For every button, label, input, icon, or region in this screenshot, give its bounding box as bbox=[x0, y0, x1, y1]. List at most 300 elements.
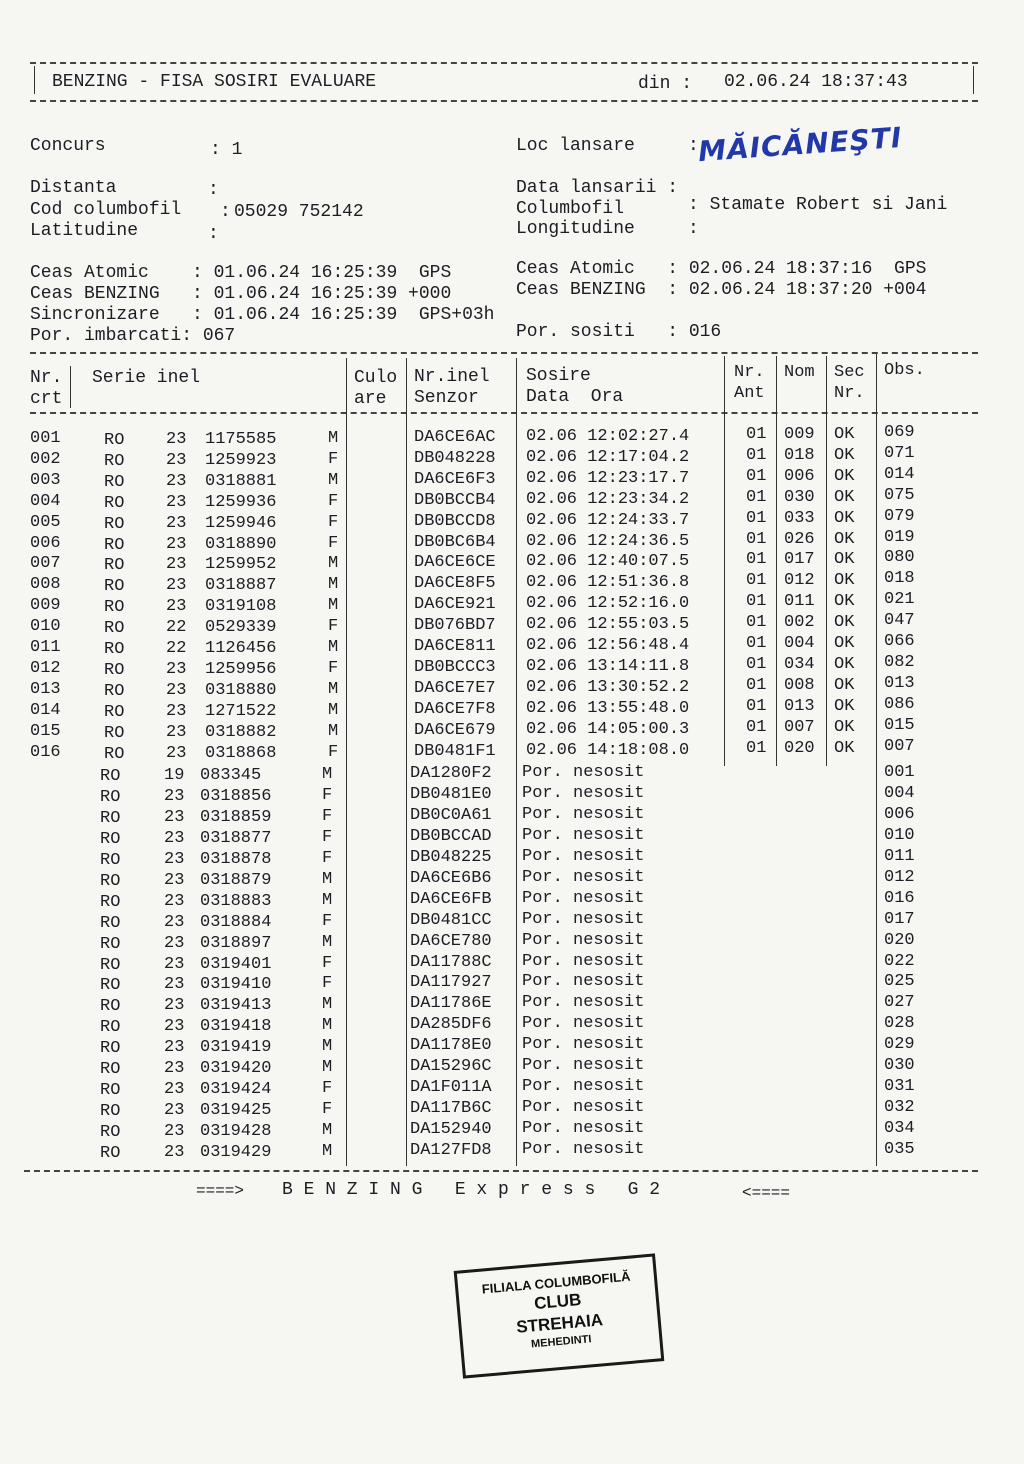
row-sec: OK bbox=[834, 739, 855, 758]
row-year: 23 bbox=[166, 493, 187, 512]
row-nom: 006 bbox=[784, 467, 815, 486]
row-crt: 012 bbox=[30, 659, 61, 678]
footer-arrow-right: <==== bbox=[742, 1184, 791, 1202]
row-crt: 004 bbox=[30, 492, 61, 511]
row-ring: 0318859 bbox=[200, 808, 272, 827]
row-sex: F bbox=[328, 659, 339, 678]
row-year: 23 bbox=[164, 1143, 185, 1162]
loc-lansare-sep: : bbox=[688, 136, 699, 156]
row-year: 22 bbox=[166, 618, 187, 637]
row-obs: 035 bbox=[884, 1140, 915, 1159]
col-data-ora: Data Ora bbox=[526, 387, 624, 407]
row-year: 23 bbox=[166, 597, 187, 616]
row-year: 23 bbox=[164, 871, 185, 890]
row-crt: 015 bbox=[30, 722, 61, 741]
row-country: RO bbox=[104, 682, 125, 701]
row-sec: OK bbox=[834, 592, 855, 611]
row-ring: 0319420 bbox=[200, 1059, 272, 1078]
row-ring: 0318878 bbox=[200, 850, 272, 869]
row-year: 23 bbox=[164, 1122, 185, 1141]
row-sosire: 02.06 13:30:52.2 bbox=[526, 678, 690, 697]
row-sex: M bbox=[322, 1058, 333, 1077]
row-senzor: DB0BCCD8 bbox=[414, 512, 496, 531]
row-status: Por. nesosit bbox=[522, 868, 645, 887]
row-ant: 01 bbox=[746, 718, 767, 737]
row-senzor: DA6CE6F3 bbox=[414, 470, 496, 489]
row-year: 22 bbox=[166, 639, 187, 658]
row-ring: 0529339 bbox=[205, 618, 277, 637]
longitudine-value: : bbox=[688, 219, 699, 239]
row-senzor: DB0481CC bbox=[410, 911, 492, 930]
row-sosire: 02.06 13:55:48.0 bbox=[526, 699, 690, 718]
row-nom: 004 bbox=[784, 634, 815, 653]
row-senzor: DB076BD7 bbox=[414, 616, 496, 635]
row-ring: 0319418 bbox=[200, 1017, 272, 1036]
row-year: 23 bbox=[164, 955, 185, 974]
por-imbarcati: Por. imbarcati: 067 bbox=[30, 326, 236, 346]
sep-nom bbox=[826, 356, 827, 766]
row-sex: M bbox=[328, 429, 339, 448]
row-ant: 01 bbox=[746, 550, 767, 569]
row-nom: 008 bbox=[784, 676, 815, 695]
row-status: Por. nesosit bbox=[522, 1119, 645, 1138]
row-sex: M bbox=[322, 1037, 333, 1056]
cod-columbofil-sep: : bbox=[220, 202, 231, 222]
row-sex: M bbox=[322, 1016, 333, 1035]
row-senzor: DA6CE679 bbox=[414, 721, 496, 740]
row-senzor: DA6CE6FB bbox=[410, 890, 492, 909]
row-senzor: DB0481F1 bbox=[414, 742, 496, 761]
cod-columbofil-label: Cod columbofil bbox=[30, 200, 182, 220]
row-country: RO bbox=[104, 473, 125, 492]
row-country: RO bbox=[100, 1144, 121, 1163]
row-senzor: DA6CE6B6 bbox=[410, 869, 492, 888]
row-sex: M bbox=[322, 995, 333, 1014]
row-sex: F bbox=[322, 786, 333, 805]
row-senzor: DA1F011A bbox=[410, 1078, 492, 1097]
row-obs: 020 bbox=[884, 931, 915, 950]
header-bottom-rule bbox=[30, 100, 978, 102]
row-obs: 004 bbox=[884, 784, 915, 803]
row-obs: 016 bbox=[884, 889, 915, 908]
row-obs: 079 bbox=[884, 507, 915, 526]
header-top-rule bbox=[30, 62, 978, 64]
row-status: Por. nesosit bbox=[522, 1077, 645, 1096]
row-sex: F bbox=[322, 954, 333, 973]
loc-lansare-label: Loc lansare bbox=[516, 136, 635, 156]
sincronizare-left: Sincronizare : 01.06.24 16:25:39 GPS+03h bbox=[30, 305, 495, 325]
row-sex: F bbox=[322, 974, 333, 993]
row-sex: F bbox=[322, 1079, 333, 1098]
col-nr: Nr. bbox=[30, 368, 63, 388]
row-country: RO bbox=[104, 619, 125, 638]
col-serie-inel: Serie inel bbox=[92, 368, 201, 388]
sep-culo-left bbox=[346, 358, 347, 1166]
row-country: RO bbox=[100, 851, 121, 870]
row-year: 23 bbox=[166, 723, 187, 742]
row-year: 23 bbox=[164, 934, 185, 953]
row-obs: 047 bbox=[884, 611, 915, 630]
row-year: 23 bbox=[164, 787, 185, 806]
row-year: 23 bbox=[166, 514, 187, 533]
row-senzor: DA6CE7E7 bbox=[414, 679, 496, 698]
row-nom: 018 bbox=[784, 446, 815, 465]
col-sec-1: Sec bbox=[834, 363, 865, 382]
stamp-line-1: FILIALA COLUMBOFILĂ bbox=[481, 1268, 631, 1297]
row-obs: 012 bbox=[884, 868, 915, 887]
row-ant: 01 bbox=[746, 530, 767, 549]
row-sosire: 02.06 12:02:27.4 bbox=[526, 427, 690, 446]
row-ant: 01 bbox=[746, 425, 767, 444]
row-sex: F bbox=[328, 492, 339, 511]
row-sec: OK bbox=[834, 488, 855, 507]
row-sosire: 02.06 12:24:33.7 bbox=[526, 511, 690, 530]
row-sec: OK bbox=[834, 718, 855, 737]
row-year: 23 bbox=[166, 660, 187, 679]
row-sec: OK bbox=[834, 509, 855, 528]
row-year: 23 bbox=[166, 702, 187, 721]
row-sosire: 02.06 12:24:36.5 bbox=[526, 532, 690, 551]
row-senzor: DA117927 bbox=[410, 973, 492, 992]
row-crt: 013 bbox=[30, 680, 61, 699]
row-country: RO bbox=[100, 997, 121, 1016]
sep-senzor bbox=[516, 358, 517, 1166]
row-sex: M bbox=[322, 933, 333, 952]
row-obs: 025 bbox=[884, 972, 915, 991]
row-obs: 030 bbox=[884, 1056, 915, 1075]
row-ring: 083345 bbox=[200, 766, 262, 785]
col-nr-ant-1: Nr. bbox=[734, 363, 765, 382]
col-sec-2: Nr. bbox=[834, 384, 865, 403]
row-sex: F bbox=[328, 513, 339, 532]
row-senzor: DA285DF6 bbox=[410, 1015, 492, 1034]
col-crt: crt bbox=[30, 389, 63, 409]
row-year: 23 bbox=[164, 1038, 185, 1057]
row-ant: 01 bbox=[746, 488, 767, 507]
row-sex: F bbox=[328, 743, 339, 762]
ceas-atomic-left: Ceas Atomic : 01.06.24 16:25:39 GPS bbox=[30, 263, 452, 283]
row-ring: 0318881 bbox=[205, 472, 277, 491]
row-senzor: DA1280F2 bbox=[410, 764, 492, 783]
distanta-sep: : bbox=[208, 180, 219, 200]
row-sosire: 02.06 13:14:11.8 bbox=[526, 657, 690, 676]
row-obs: 018 bbox=[884, 569, 915, 588]
row-obs: 071 bbox=[884, 444, 915, 463]
row-sec: OK bbox=[834, 655, 855, 674]
row-ant: 01 bbox=[746, 467, 767, 486]
row-obs: 028 bbox=[884, 1014, 915, 1033]
row-year: 23 bbox=[164, 829, 185, 848]
row-nom: 013 bbox=[784, 697, 815, 716]
row-country: RO bbox=[100, 1039, 121, 1058]
row-obs: 066 bbox=[884, 632, 915, 651]
row-senzor: DB0BCCB4 bbox=[414, 491, 496, 510]
row-senzor: DA11788C bbox=[410, 953, 492, 972]
row-year: 19 bbox=[164, 766, 185, 785]
din-label: din : bbox=[638, 74, 693, 94]
row-ant: 01 bbox=[746, 634, 767, 653]
row-sex: F bbox=[328, 617, 339, 636]
row-obs: 022 bbox=[884, 952, 915, 971]
row-sosire: 02.06 14:05:00.3 bbox=[526, 720, 690, 739]
sep-crt bbox=[70, 366, 71, 408]
por-sositi: Por. sositi : 016 bbox=[516, 322, 722, 342]
cod-columbofil-value: 05029 752142 bbox=[234, 202, 364, 222]
row-ring: 0319108 bbox=[205, 597, 277, 616]
row-senzor: DA127FD8 bbox=[410, 1141, 492, 1160]
col-nr-inel: Nr.inel bbox=[414, 367, 490, 387]
row-sec: OK bbox=[834, 530, 855, 549]
row-senzor: DA15296C bbox=[410, 1057, 492, 1076]
page-title: BENZING - FISA SOSIRI EVALUARE bbox=[52, 72, 377, 92]
row-senzor: DB0481E0 bbox=[410, 785, 492, 804]
row-nom: 009 bbox=[784, 425, 815, 444]
row-obs: 006 bbox=[884, 805, 915, 824]
row-sec: OK bbox=[834, 571, 855, 590]
row-country: RO bbox=[100, 1123, 121, 1142]
row-country: RO bbox=[100, 1018, 121, 1037]
table-top-rule bbox=[30, 352, 978, 354]
row-sosire: 02.06 12:40:07.5 bbox=[526, 552, 690, 571]
row-obs: 029 bbox=[884, 1035, 915, 1054]
row-senzor: DA6CE921 bbox=[414, 595, 496, 614]
row-sec: OK bbox=[834, 676, 855, 695]
row-sosire: 02.06 12:56:48.4 bbox=[526, 636, 690, 655]
row-obs: 013 bbox=[884, 674, 915, 693]
row-sex: M bbox=[322, 765, 333, 784]
row-status: Por. nesosit bbox=[522, 889, 645, 908]
row-crt: 014 bbox=[30, 701, 61, 720]
row-ring: 0319424 bbox=[200, 1080, 272, 1099]
row-ring: 0319428 bbox=[200, 1122, 272, 1141]
row-obs: 015 bbox=[884, 716, 915, 735]
row-sex: F bbox=[322, 807, 333, 826]
row-obs: 019 bbox=[884, 528, 915, 547]
row-year: 23 bbox=[164, 1059, 185, 1078]
latitudine-sep: : bbox=[208, 224, 219, 244]
row-year: 23 bbox=[166, 535, 187, 554]
concurs-label: Concurs bbox=[30, 136, 106, 156]
row-country: RO bbox=[100, 976, 121, 995]
col-nom: Nom bbox=[784, 363, 815, 382]
col-culo: Culo bbox=[354, 368, 398, 388]
row-ring: 0318883 bbox=[200, 892, 272, 911]
row-obs: 007 bbox=[884, 737, 915, 756]
row-ring: 0319425 bbox=[200, 1101, 272, 1120]
row-ring: 0318887 bbox=[205, 576, 277, 595]
col-senzor: Senzor bbox=[414, 388, 479, 408]
row-nom: 011 bbox=[784, 592, 815, 611]
row-senzor: DA152940 bbox=[410, 1120, 492, 1139]
row-sosire: 02.06 12:51:36.8 bbox=[526, 573, 690, 592]
row-sex: M bbox=[328, 554, 339, 573]
table-header-rule bbox=[30, 412, 978, 414]
row-year: 23 bbox=[164, 1101, 185, 1120]
club-stamp bbox=[454, 1253, 665, 1378]
row-sex: M bbox=[328, 575, 339, 594]
row-senzor: DA6CE780 bbox=[410, 932, 492, 951]
row-status: Por. nesosit bbox=[522, 805, 645, 824]
footer-brand: B E N Z I N G E x p r e s s G 2 bbox=[282, 1180, 661, 1200]
row-ring: 0318868 bbox=[205, 744, 277, 763]
row-country: RO bbox=[100, 893, 121, 912]
row-year: 23 bbox=[166, 744, 187, 763]
row-obs: 032 bbox=[884, 1098, 915, 1117]
row-ring: 0318879 bbox=[200, 871, 272, 890]
table-bottom-rule bbox=[24, 1170, 978, 1172]
row-senzor: DB0C0A61 bbox=[410, 806, 492, 825]
row-sex: F bbox=[322, 828, 333, 847]
row-ant: 01 bbox=[746, 739, 767, 758]
row-country: RO bbox=[104, 661, 125, 680]
row-nom: 030 bbox=[784, 488, 815, 507]
row-senzor: DA6CE8F5 bbox=[414, 574, 496, 593]
row-sec: OK bbox=[834, 697, 855, 716]
row-senzor: DB048225 bbox=[410, 848, 492, 867]
row-sex: M bbox=[322, 870, 333, 889]
row-status: Por. nesosit bbox=[522, 1140, 645, 1159]
row-obs: 082 bbox=[884, 653, 915, 672]
row-status: Por. nesosit bbox=[522, 847, 645, 866]
stamp-line-2: CLUB bbox=[533, 1290, 583, 1314]
row-country: RO bbox=[104, 536, 125, 555]
row-nom: 033 bbox=[784, 509, 815, 528]
row-ring: 0318856 bbox=[200, 787, 272, 806]
col-sosire: Sosire bbox=[526, 366, 591, 386]
col-nr-ant-2: Ant bbox=[734, 384, 765, 403]
row-year: 23 bbox=[166, 555, 187, 574]
row-year: 23 bbox=[164, 1017, 185, 1036]
row-crt: 003 bbox=[30, 471, 61, 490]
header-left-bar bbox=[34, 66, 35, 94]
row-year: 23 bbox=[164, 892, 185, 911]
footer-arrow-left: ====> bbox=[196, 1182, 245, 1200]
row-ring: 1259946 bbox=[205, 514, 277, 533]
row-senzor: DB0BCCAD bbox=[410, 827, 492, 846]
row-country: RO bbox=[100, 809, 121, 828]
row-country: RO bbox=[100, 956, 121, 975]
row-sex: F bbox=[322, 912, 333, 931]
row-ring: 0319410 bbox=[200, 975, 272, 994]
row-country: RO bbox=[100, 767, 121, 786]
row-ring: 0318877 bbox=[200, 829, 272, 848]
row-crt: 002 bbox=[30, 450, 61, 469]
row-country: RO bbox=[100, 1102, 121, 1121]
row-crt: 011 bbox=[30, 638, 61, 657]
row-senzor: DB0BC6B4 bbox=[414, 533, 496, 552]
row-ring: 0319429 bbox=[200, 1143, 272, 1162]
row-nom: 002 bbox=[784, 613, 815, 632]
row-ant: 01 bbox=[746, 509, 767, 528]
din-value: 02.06.24 18:37:43 bbox=[724, 72, 908, 92]
loc-lansare-handwritten: MĂICĂNEŞTI bbox=[697, 120, 904, 169]
row-status: Por. nesosit bbox=[522, 993, 645, 1012]
stamp-line-3: STREHAIA bbox=[515, 1310, 604, 1337]
row-obs: 001 bbox=[884, 763, 915, 782]
data-lansarii-label: Data lansarii : bbox=[516, 178, 679, 198]
row-status: Por. nesosit bbox=[522, 910, 645, 929]
row-senzor: DA117B6C bbox=[410, 1099, 492, 1118]
row-obs: 086 bbox=[884, 695, 915, 714]
row-crt: 010 bbox=[30, 617, 61, 636]
row-sex: F bbox=[322, 1100, 333, 1119]
columbofil-value: : Stamate Robert si Jani bbox=[688, 195, 948, 215]
sep-ant bbox=[776, 356, 777, 766]
row-ant: 01 bbox=[746, 592, 767, 611]
row-senzor: DA6CE7F8 bbox=[414, 700, 496, 719]
sep-culo-right bbox=[406, 358, 407, 1166]
row-country: RO bbox=[104, 577, 125, 596]
row-senzor: DB0BCCC3 bbox=[414, 658, 496, 677]
row-nom: 020 bbox=[784, 739, 815, 758]
row-crt: 001 bbox=[30, 429, 61, 448]
row-obs: 011 bbox=[884, 847, 915, 866]
row-nom: 012 bbox=[784, 571, 815, 590]
row-country: RO bbox=[100, 914, 121, 933]
row-sex: M bbox=[328, 701, 339, 720]
row-year: 23 bbox=[164, 808, 185, 827]
row-ant: 01 bbox=[746, 571, 767, 590]
row-country: RO bbox=[104, 703, 125, 722]
latitudine-label: Latitudine bbox=[30, 221, 139, 241]
row-senzor: DB048228 bbox=[414, 449, 496, 468]
row-obs: 010 bbox=[884, 826, 915, 845]
row-country: RO bbox=[104, 452, 125, 471]
row-obs: 034 bbox=[884, 1119, 915, 1138]
row-obs: 069 bbox=[884, 423, 915, 442]
row-obs: 014 bbox=[884, 465, 915, 484]
distanta-label: Distanta bbox=[30, 178, 117, 198]
row-country: RO bbox=[104, 745, 125, 764]
row-senzor: DA6CE811 bbox=[414, 637, 496, 656]
row-year: 23 bbox=[166, 451, 187, 470]
row-ring: 1175585 bbox=[205, 430, 277, 449]
row-year: 23 bbox=[166, 681, 187, 700]
row-sosire: 02.06 12:23:17.7 bbox=[526, 469, 690, 488]
row-senzor: DA6CE6CE bbox=[414, 553, 496, 572]
row-sex: F bbox=[322, 849, 333, 868]
row-sex: M bbox=[322, 891, 333, 910]
col-are: are bbox=[354, 389, 387, 409]
row-status: Por. nesosit bbox=[522, 952, 645, 971]
ceas-atomic-right: Ceas Atomic : 02.06.24 18:37:16 GPS bbox=[516, 259, 927, 279]
row-senzor: DA1178E0 bbox=[410, 1036, 492, 1055]
sep-sec bbox=[876, 354, 877, 1166]
row-crt: 016 bbox=[30, 743, 61, 762]
sep-sosire bbox=[724, 356, 725, 766]
row-country: RO bbox=[104, 556, 125, 575]
row-year: 23 bbox=[164, 996, 185, 1015]
row-sec: OK bbox=[834, 425, 855, 444]
row-crt: 009 bbox=[30, 596, 61, 615]
row-status: Por. nesosit bbox=[522, 931, 645, 950]
col-obs: Obs. bbox=[884, 361, 925, 380]
row-obs: 027 bbox=[884, 993, 915, 1012]
row-sex: F bbox=[328, 450, 339, 469]
row-ring: 0319413 bbox=[200, 996, 272, 1015]
row-obs: 017 bbox=[884, 910, 915, 929]
row-ant: 01 bbox=[746, 655, 767, 674]
ceas-benzing-left: Ceas BENZING : 01.06.24 16:25:39 +000 bbox=[30, 284, 452, 304]
row-ant: 01 bbox=[746, 697, 767, 716]
row-year: 23 bbox=[166, 472, 187, 491]
row-crt: 008 bbox=[30, 575, 61, 594]
row-obs: 021 bbox=[884, 590, 915, 609]
row-sex: M bbox=[328, 471, 339, 490]
row-status: Por. nesosit bbox=[522, 784, 645, 803]
row-sex: M bbox=[328, 680, 339, 699]
row-status: Por. nesosit bbox=[522, 972, 645, 991]
